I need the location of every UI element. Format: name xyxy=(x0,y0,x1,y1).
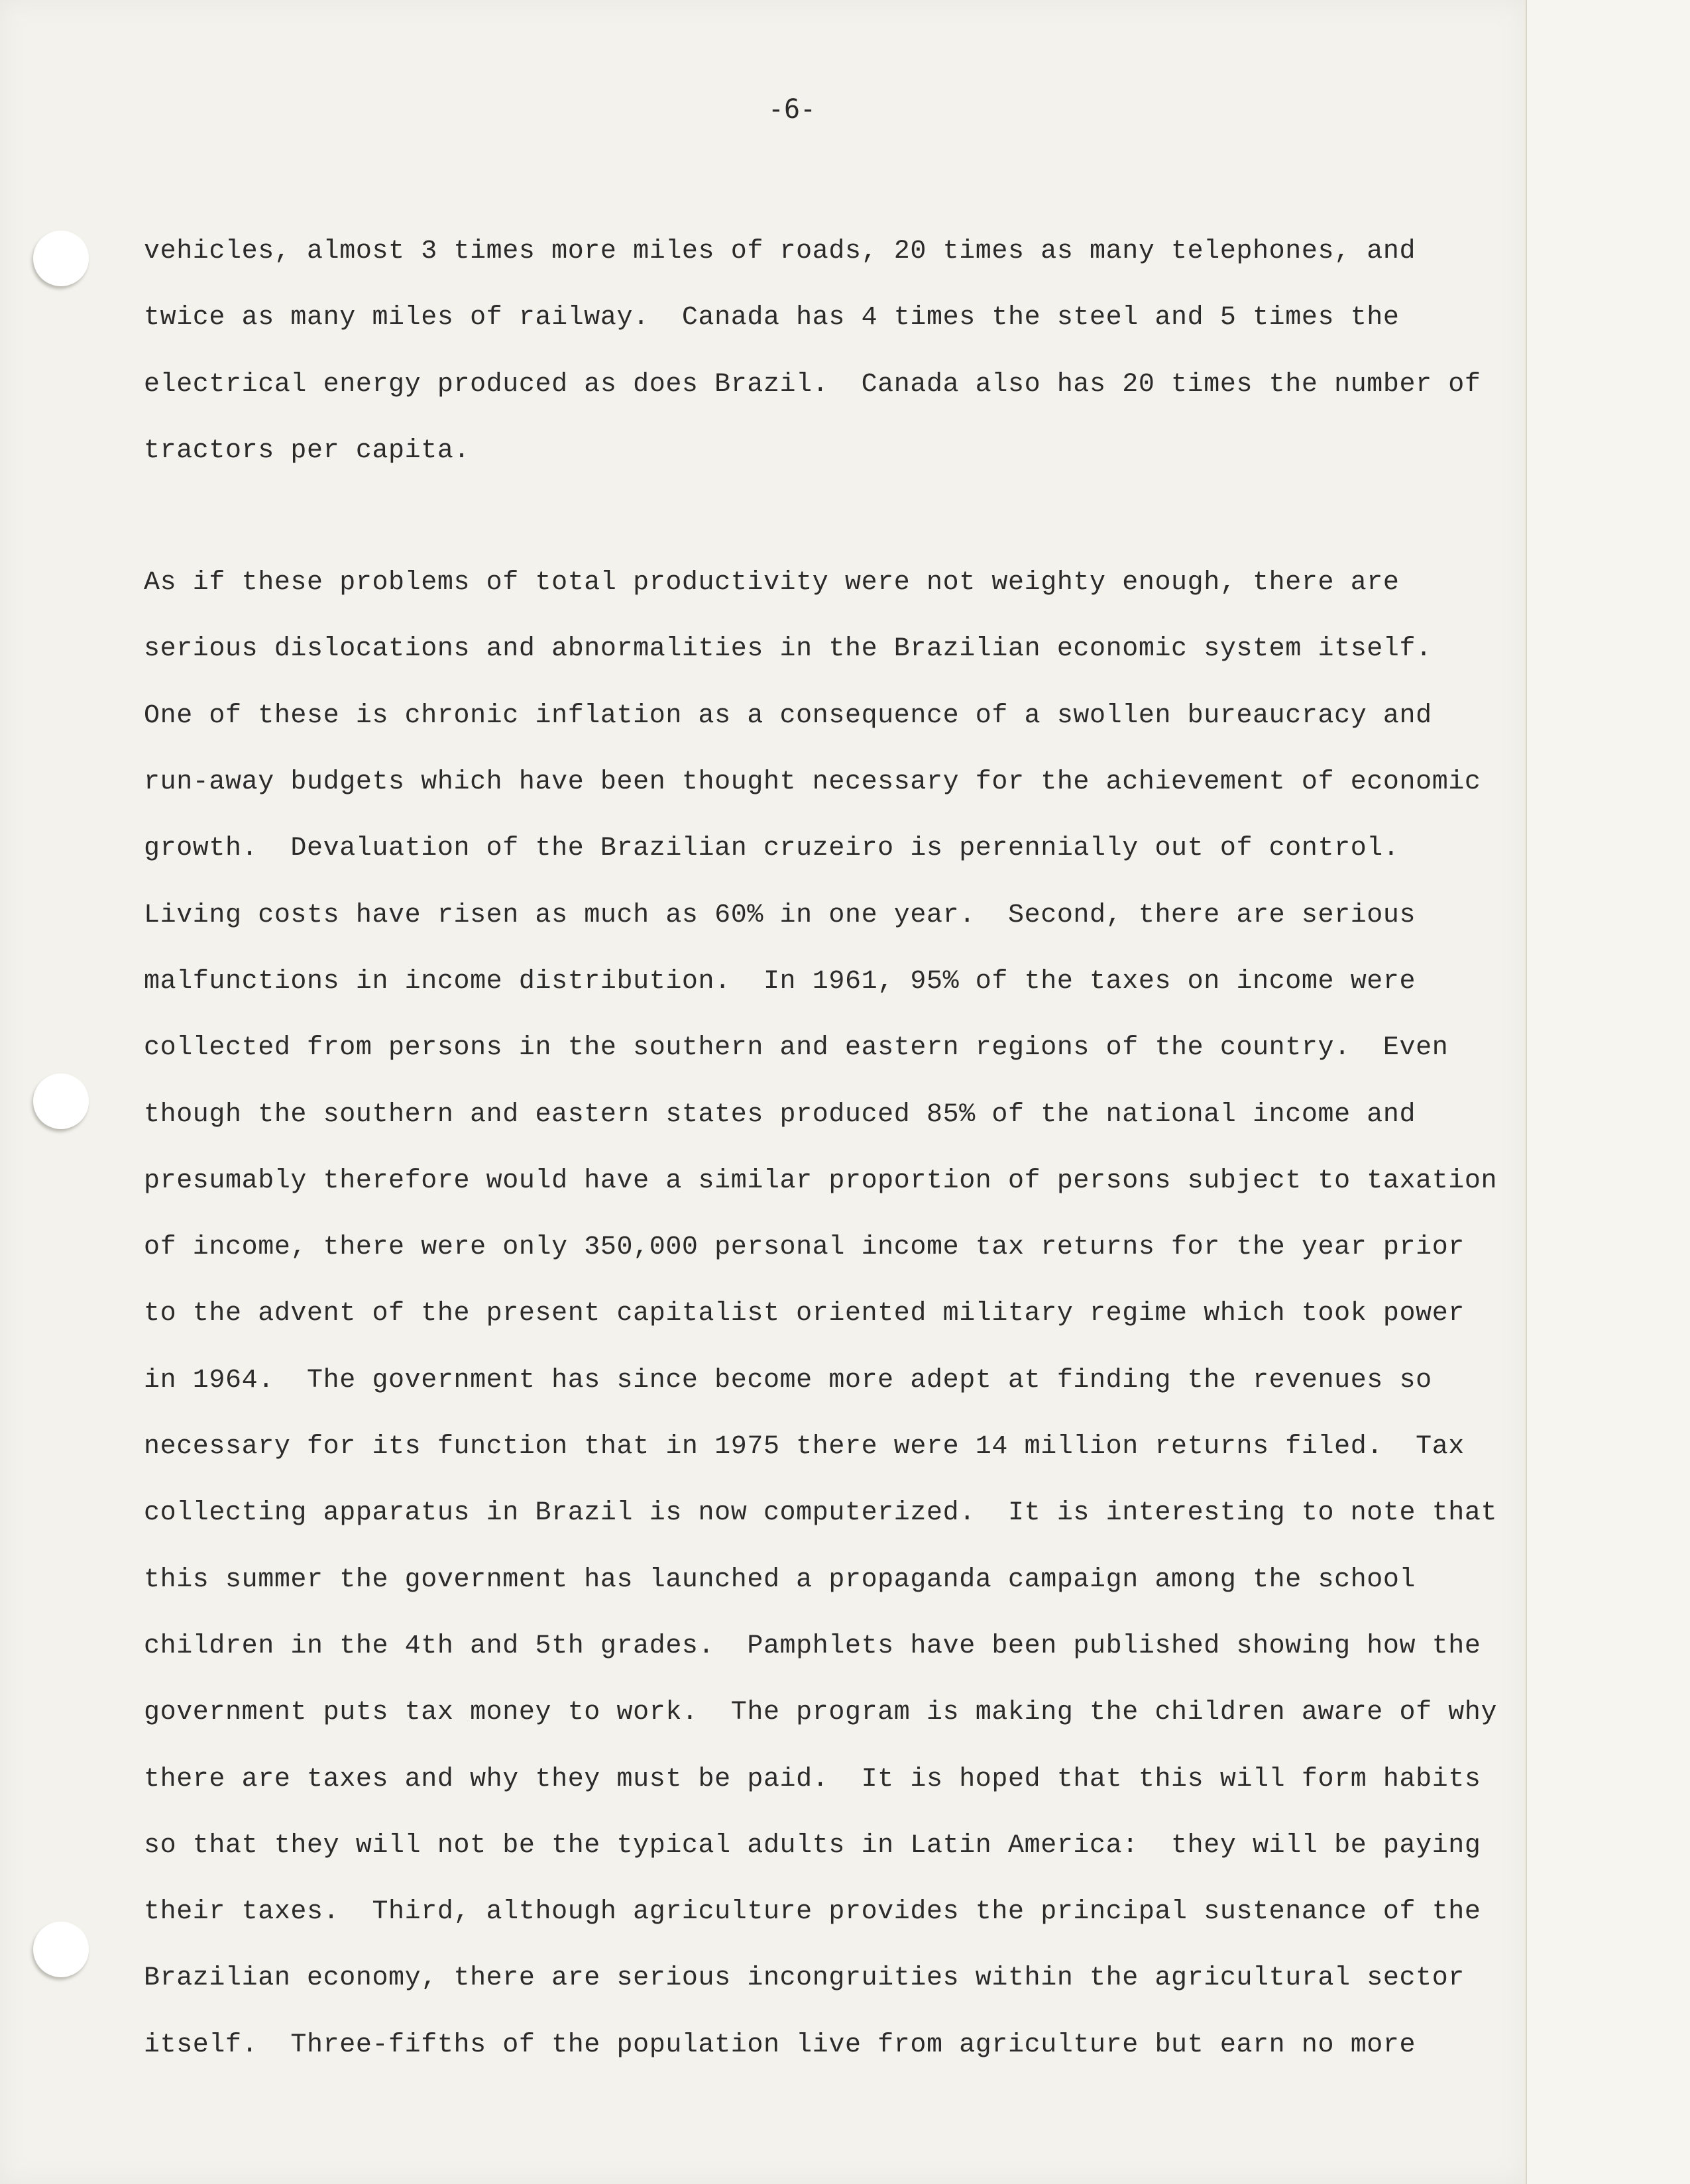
text-line: malfunctions in income distribution. In 1961, 95% of the taxes on income were xyxy=(144,966,1416,997)
text-line: though the southern and eastern states produced 85% of the national income and xyxy=(144,1099,1416,1130)
text-line: growth. Devaluation of the Brazilian cruzeiro is perennially out of control. xyxy=(144,834,1400,864)
text-line: As if these problems of total productivity were not weighty enough, there are xyxy=(144,568,1400,598)
punch-hole xyxy=(33,231,89,286)
text-line: tractors per capita. xyxy=(144,435,471,466)
text-line: children in the 4th and 5th grades. Pamphlets have been published showing how the xyxy=(144,1631,1481,1661)
page-right-margin xyxy=(1526,0,1690,2184)
text-line: electrical energy produced as does Brazil. Canada also has 20 times the number of xyxy=(144,369,1481,400)
text-line: collected from persons in the southern and eastern regions of the country. Even xyxy=(144,1033,1449,1064)
text-line: Living costs have risen as much as 60% in one year. Second, there are serious xyxy=(144,900,1416,930)
text-line: government puts tax money to work. The program is making the children aware of why xyxy=(144,1698,1498,1728)
text-line: vehicles, almost 3 times more miles of roads, 20 times as many telephones, and xyxy=(144,237,1416,266)
paragraph xyxy=(144,219,1522,484)
text-line: so that they will not be the typical adults in Latin America: they will be paying xyxy=(144,1830,1481,1861)
text-line: their taxes. Third, although agriculture provides the principal sustenance of the xyxy=(144,1897,1481,1928)
text-line: One of these is chronic inflation as a consequence of a swollen bureaucracy and xyxy=(144,700,1432,731)
text-line: necessary for its function that in 1975 there were 14 million returns filed. Tax xyxy=(144,1432,1465,1462)
text-line: collecting apparatus in Brazil is now computerized. It is interesting to note that xyxy=(144,1498,1498,1529)
page-number: -6- xyxy=(767,94,817,125)
text-line: twice as many miles of railway. Canada has 4 times the steel and 5 times the xyxy=(144,303,1400,333)
text-line: to the advent of the present capitalist oriented military regime which took power xyxy=(144,1299,1465,1329)
paragraph xyxy=(144,550,1522,2079)
text-line: this summer the government has launched a propaganda campaign among the school xyxy=(144,1564,1416,1595)
punch-hole xyxy=(33,1922,89,1977)
text-line: run-away budgets which have been thought necessary for the achievement of economic xyxy=(144,767,1481,798)
text-line: serious dislocations and abnormalities in the Brazilian economic system itself. xyxy=(144,634,1432,665)
punch-hole xyxy=(33,1073,89,1129)
text-line: of income, there were only 350,000 personal income tax returns for the year prior xyxy=(144,1232,1465,1263)
text-line: itself. Three-fifths of the population live from agriculture but earn no more xyxy=(144,2030,1416,2060)
text-line: presumably therefore would have a similar proportion of persons subject to taxation xyxy=(144,1166,1498,1196)
body-text xyxy=(144,219,1522,2079)
text-line: Brazilian economy, there are serious incongruities within the agricultural sector xyxy=(144,1963,1465,1994)
text-line: in 1964. The government has since become more adept at finding the revenues so xyxy=(144,1365,1432,1395)
text-line: there are taxes and why they must be paid. It is hoped that this will form habits xyxy=(144,1764,1481,1794)
paragraph-gap xyxy=(144,484,1522,550)
